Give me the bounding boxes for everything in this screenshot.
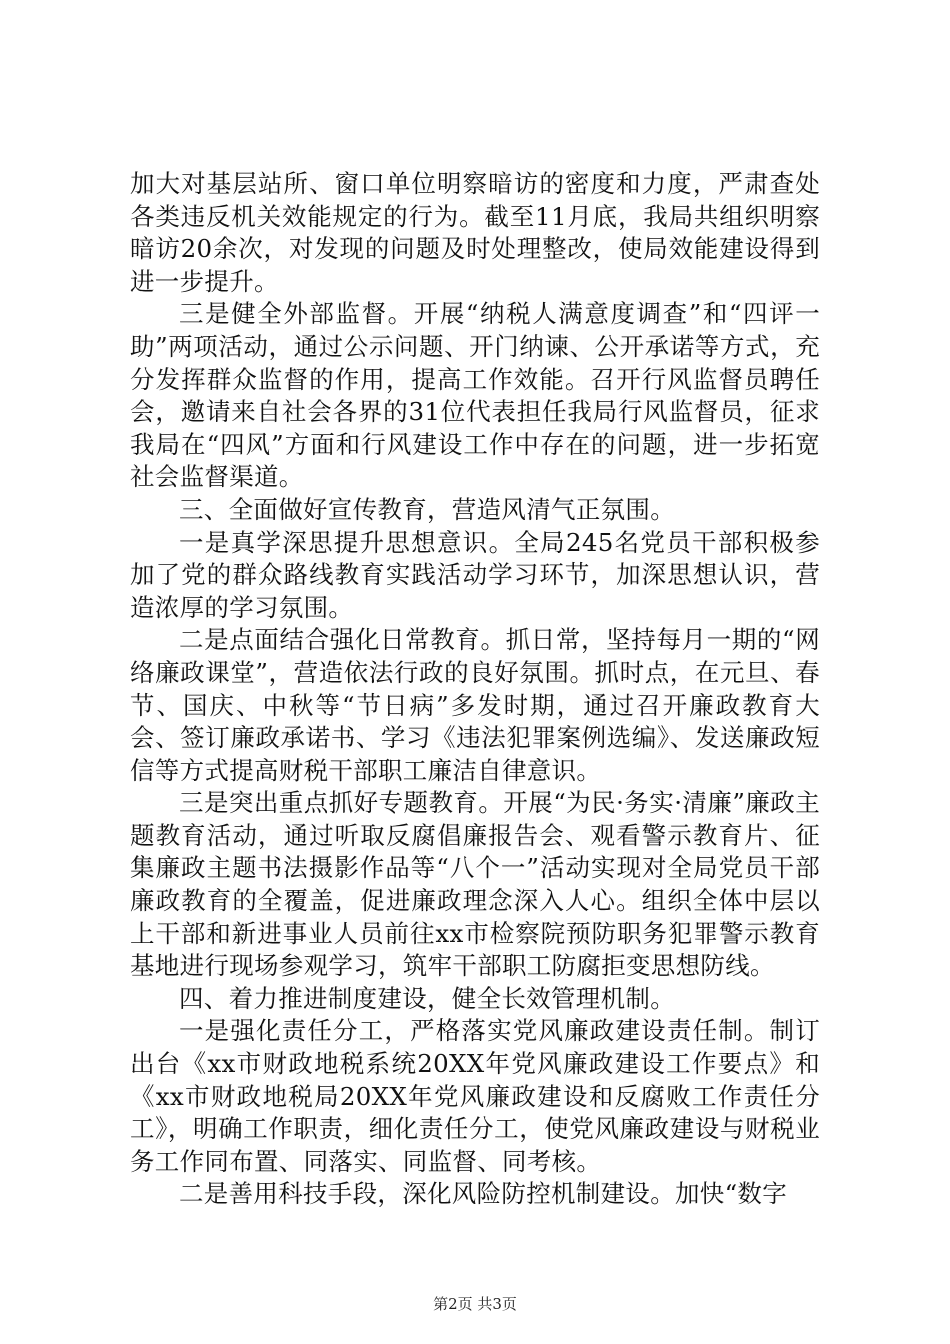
section-heading-4: 四、着力推进制度建设，健全长效管理机制。 xyxy=(179,983,675,1013)
document-body xyxy=(130,168,820,1211)
paragraph-6: 三是突出重点抓好专题教育。开展“为民·务实·清廉”廉政主题教育活动，通过听取反腐倡廉报告会、观看警示教育片、征集廉政主题书法摄影作品等“八个一”活动实现对全局党员干部廉政教育的全覆盖，促进廉政理念深入人心。组织全体中层以上干部和新进事业人员前往xx市检察院预防职务犯罪警示教育基地进行现场参观学习，筑牢干部职工防腐拒变思想防线。 xyxy=(130,788,820,981)
paragraph-8: 一是强化责任分工，严格落实党风廉政建设责任制。制订出台《xx市财政地税系统20XX年党风廉政建设工作要点》和《xx市财政地税局20XX年党风廉政建设和反腐败工作责任分工》，明确工作职责，细化责任分工，使党风廉政建设与财税业务工作同布置、同落实、同监督、同考核。 xyxy=(130,1016,820,1176)
paragraph-5: 二是点面结合强化日常教育。抓日常，坚持每月一期的“网络廉政课堂”，营造依法行政的良好氛围。抓时点，在元旦、春节、国庆、中秋等“节日病”多发时期，通过召开廉政教育大会、签订廉政承诺书、学习《违法犯罪案例选编》、发送廉政短信等方式提高财税干部职工廉洁自律意识。 xyxy=(130,625,820,785)
paragraph-4: 一是真学深思提升思想意识。全局245名党员干部积极参加了党的群众路线教育实践活动学习环节，加深思想认识，营造浓厚的学习氛围。 xyxy=(130,527,820,622)
paragraph-1: 加大对基层站所、窗口单位明察暗访的密度和力度，严肃查处各类违反机关效能规定的行为。截至11月底，我局共组织明察暗访20余次，对发现的问题及时处理整改，使局效能建设得到进一步提升。 xyxy=(130,169,820,296)
paragraph-9: 二是善用科技手段，深化风险防控机制建设。加快“数字 xyxy=(179,1179,788,1209)
page-footer: 第2页 共3页 xyxy=(433,1295,517,1313)
section-heading-3: 三、全面做好宣传教育，营造风清气正氛围。 xyxy=(179,494,675,524)
paragraph-2: 三是健全外部监督。开展“纳税人满意度调查”和“四评一助”两项活动，通过公示问题、开门纳谏、公开承诺等方式，充分发挥群众监督的作用，提高工作效能。召开行风监督员聘任会，邀请来自社会各界的31位代表担任我局行风监督员，征求我局在“四风”方面和行风建设工作中存在的问题，进一步拓宽社会监督渠道。 xyxy=(130,299,821,492)
